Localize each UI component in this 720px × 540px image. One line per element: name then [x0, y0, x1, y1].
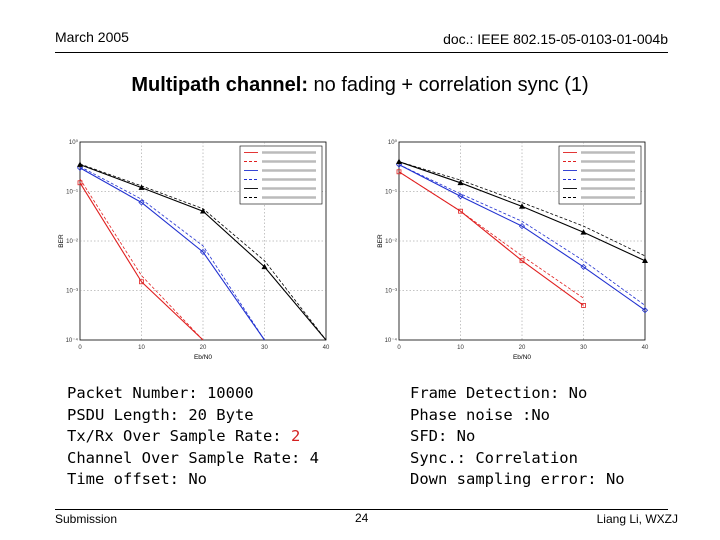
header-divider [55, 52, 668, 53]
param-down-sampling: Down sampling error: No [410, 470, 625, 488]
legend-box [240, 146, 322, 204]
y-axis-label: BER [377, 234, 384, 248]
y-tick-label: 10⁻¹ [66, 189, 78, 196]
x-axis-label: Eb/N0 [512, 354, 532, 361]
slide-title-rest: no fading + correlation sync (1) [307, 74, 589, 96]
param-frame-detection: Frame Detection: No [410, 384, 588, 402]
x-tick-label: 0 [397, 345, 401, 351]
param-txrx-label: Tx/Rx Over Sample Rate: [67, 427, 291, 445]
param-sfd: SFD: No [410, 427, 476, 445]
x-tick-label: 0 [78, 345, 82, 351]
y-axis-label: BER [58, 234, 65, 248]
x-tick-label: 30 [261, 345, 268, 351]
param-packet-number: Packet Number: 10000 [67, 384, 254, 402]
footer-divider [55, 509, 668, 510]
ber-chart-right [375, 128, 665, 363]
param-txrx-osr [67, 426, 319, 448]
x-tick-label: 10 [138, 345, 145, 351]
param-psdu-length: PSDU Length: 20 Byte [67, 405, 254, 424]
y-tick-label: 10⁻⁴ [384, 338, 397, 344]
param-sync: Sync.: Correlation [410, 448, 578, 467]
x-tick-label: 10 [457, 345, 464, 351]
header-doc-id: doc.: IEEE 802.15-05-0103-01-004b [443, 31, 668, 47]
x-tick-label: 20 [518, 345, 526, 351]
x-tick-label: 20 [199, 345, 207, 351]
x-tick-label: 40 [641, 345, 649, 351]
y-tick-label: 10⁻² [66, 239, 78, 245]
footer-submission: Submission [55, 512, 118, 526]
param-channel-osr: Channel Over Sample Rate: 4 [67, 448, 319, 467]
header-date: March 2005 [55, 29, 129, 45]
y-tick-label: 10⁻² [385, 239, 397, 245]
slide-title-bold: Multipath channel: [131, 74, 308, 96]
y-tick-label: 10⁻³ [66, 288, 78, 295]
y-tick-label: 10⁻³ [385, 288, 397, 295]
ber-chart-left [56, 128, 346, 363]
y-tick-label: 10⁰ [68, 140, 78, 146]
x-axis-label: Eb/N0 [193, 354, 213, 361]
x-tick-label: 40 [322, 345, 330, 351]
param-txrx-value: 2 [290, 427, 301, 445]
footer-author: Liang Li, WXZJ [596, 512, 678, 526]
param-phase-noise: Phase noise :No [410, 405, 550, 424]
y-tick-label: 10⁰ [387, 140, 397, 146]
params-right [410, 383, 625, 491]
footer-page-number: 24 [355, 511, 369, 525]
param-time-offset: Time offset: No [67, 470, 207, 488]
slide-title [0, 74, 720, 97]
x-tick-label: 30 [580, 345, 587, 351]
params-left [67, 383, 319, 491]
y-tick-label: 10⁻⁴ [65, 338, 78, 344]
y-tick-label: 10⁻¹ [385, 189, 397, 196]
legend-box [559, 146, 641, 204]
